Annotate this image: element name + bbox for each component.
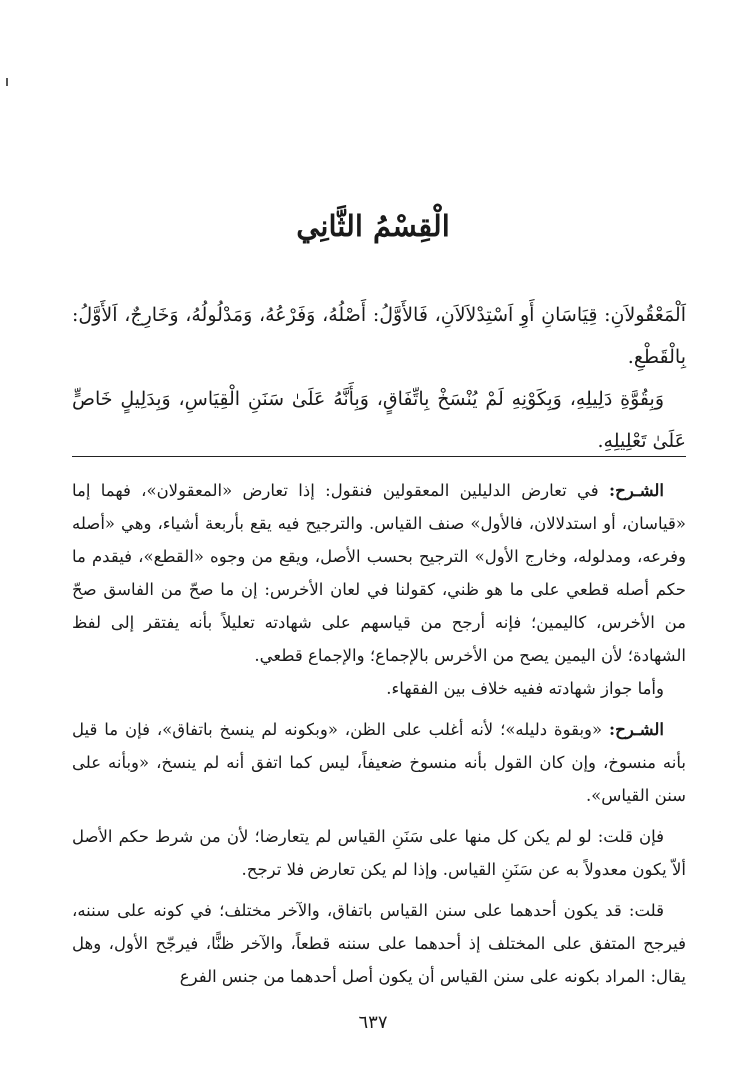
separator-rule bbox=[72, 456, 686, 457]
section-title: الْقِسْمُ الثَّانِي bbox=[296, 209, 450, 243]
page-number: ٦٣٧ bbox=[358, 1012, 388, 1033]
sharh-paragraph-1 bbox=[72, 474, 686, 672]
matn-paragraph-1: اَلْمَعْقُولاَنِ: قِيَاسَانِ أَوِ اَسْتِدْلاَلاَنِ، فَالأَوَّلُ: أَصْلُهُ، وَفَرْعُهُ، وَمَدْلُولُهُ، وَخَارِجٌ، اَلأَوَّلُ: بِالْقَطْعِ. bbox=[72, 304, 686, 368]
sharh-label: الشـرح: bbox=[608, 720, 664, 739]
sharh-paragraph-3-text: «وبقوة دليله»؛ لأنه أغلب على الظن، «وبكونه لم ينسخ باتفاق»، فإن ما قيل بأنه منسوخ، وإن كان القول بأنه منسوخ ضعيفاً، ليس كما اتفق أنه لم ينسخ، «وبأنه على سنن القياس». bbox=[72, 720, 686, 805]
matn-text bbox=[72, 294, 686, 462]
sharh-text bbox=[72, 474, 686, 993]
sharh-label: الشـرح: bbox=[608, 481, 664, 500]
sharh-paragraph-4: فإن قلت: لو لم يكن كل منها على سَنَنِ القياس لم يتعارضا؛ لأن من شرط حكم الأصل ألاّ يكون معدولاً به عن سَنَنِ القياس. وإذا لم يكن تعارض فلا ترجح. bbox=[72, 827, 686, 879]
sharh-paragraph-2: وأما جواز شهادته ففيه خلاف بين الفقهاء. bbox=[386, 679, 664, 698]
sharh-paragraph-3 bbox=[72, 713, 686, 812]
sharh-paragraph-5: قلت: قد يكون أحدهما على سنن القياس باتفاق، والآخر مختلف؛ في كونه على سننه، فيرجح المتفق على المختلف إذ أحدهما على سننه قطعاً، والآخر ظنًّا، فيرجّح الأول، وهل يقال: المراد بكونه على سنن القياس أن يكون أصل أحدهما من جنس الفرع bbox=[72, 901, 686, 986]
margin-mark bbox=[6, 78, 8, 86]
sharh-paragraph-1-text: في تعارض الدليلين المعقولين فنقول: إذا تعارض «المعقولان»، فهما إما «قياسان، أو استدلالان، فالأول» صنف القياس. والترجيح فيه يقع بأربعة أشياء، وهي «أصله وفرعه، ومدلوله، وخارج الأول» الترجيح بحسب الأصل، ويقع من وجوه «القطع»، فيقدم ما حكم أصله قطعي على ما هو ظني، كقولنا في لعان الأخرس: إن ما صحّ من الفاسق صحّ من الأخرس، كاليمين؛ فإنه أرجح من قياسهم على شهادته تعليلاً بأنه يفتقر إلى لفظ الشهادة؛ لأن اليمين يصح من الأخرس بالإجماع؛ والإجماع قطعي. bbox=[72, 481, 686, 665]
matn-paragraph-2: وَبِقُوَّةِ دَلِيلِهِ، وَبِكَوْنِهِ لَمْ يُنْسَخْ بِاتِّفَاقٍ، وَبِأَنَّهُ عَلَىٰ سَنَنِ الْقِيَاسِ، وَبِدَلِيلٍ خَاصٍّ عَلَىٰ تَعْلِيلِهِ. bbox=[72, 388, 686, 452]
